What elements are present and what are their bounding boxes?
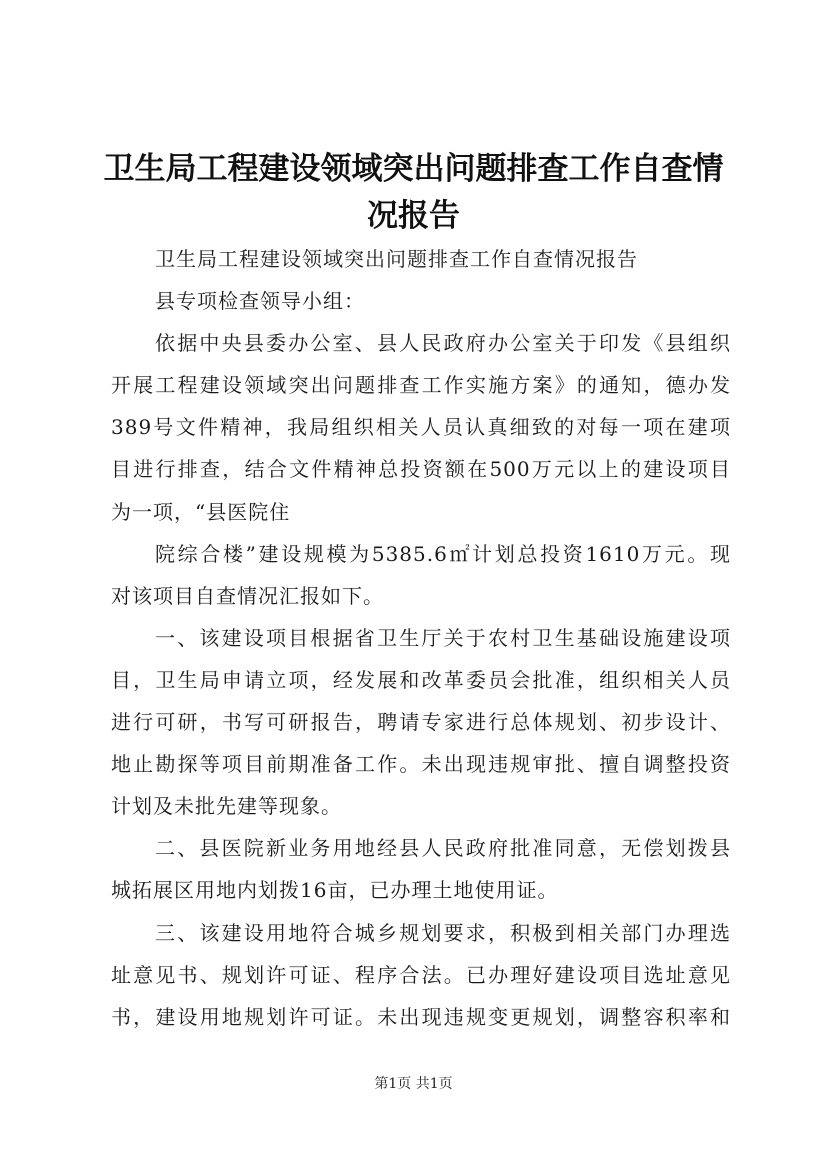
body-line: 为一项，“县医院住 — [111, 499, 291, 524]
body-line: 开展工程建设领域突出问题排查工作实施方案》的通知，德办发 — [111, 373, 731, 398]
body-line: 389号文件精神，我局组织相关人员认真细致的对每一项在建项 — [111, 415, 731, 440]
body-line: 计划及未批先建等现象。 — [111, 794, 342, 819]
body-line: 三、该建设用地符合城乡规划要求，积极到相关部门办理选 — [155, 920, 731, 945]
title-line: 卫生局工程建设领域突出问题排查工作自查情 — [103, 151, 724, 187]
salutation-line: 县专项检查领导小组： — [155, 289, 365, 314]
body-line: 二、县医院新业务用地经县人民政府批准同意，无偿划拨县 — [155, 836, 731, 861]
body-line: 目进行排查，结合文件精神总投资额在500万元以上的建设项目 — [111, 457, 731, 482]
body-line: 一、该建设项目根据省卫生厅关于农村卫生基础设施建设项 — [155, 625, 731, 650]
body-line: 址意见书、规划许可证、程序合法。已办理好建设项目选址意见 — [111, 962, 731, 987]
body-line: 城拓展区用地内划拨16亩，已办理土地使用证。 — [111, 878, 559, 903]
title-line: 况报告 — [367, 198, 460, 234]
body-line: 对该项目自查情况汇报如下。 — [111, 583, 384, 608]
body-line: 院综合楼”建设规模为5385.6㎡计划总投资1610万元。现 — [155, 541, 731, 566]
document-body — [111, 238, 731, 1038]
body-line: 地止勘探等项目前期准备工作。未出现违规审批、擅自调整投资 — [111, 752, 731, 777]
page-number-footer: 第1页 共1页 — [374, 1076, 453, 1092]
body-line: 进行可研，书写可研报告，聘请专家进行总体规划、初步设计、 — [111, 710, 731, 735]
document-title — [100, 146, 727, 240]
subtitle-line: 卫生局工程建设领域突出问题排查工作自查情况报告 — [155, 247, 638, 271]
body-line: 书，建设用地规划许可证。未出现违规变更规划，调整容积率和 — [111, 1004, 731, 1029]
body-line: 依据中央县委办公室、县人民政府办公室关于印发《县组织 — [155, 331, 731, 356]
body-line: 目，卫生局申请立项，经发展和改革委员会批准，组织相关人员 — [111, 667, 731, 692]
